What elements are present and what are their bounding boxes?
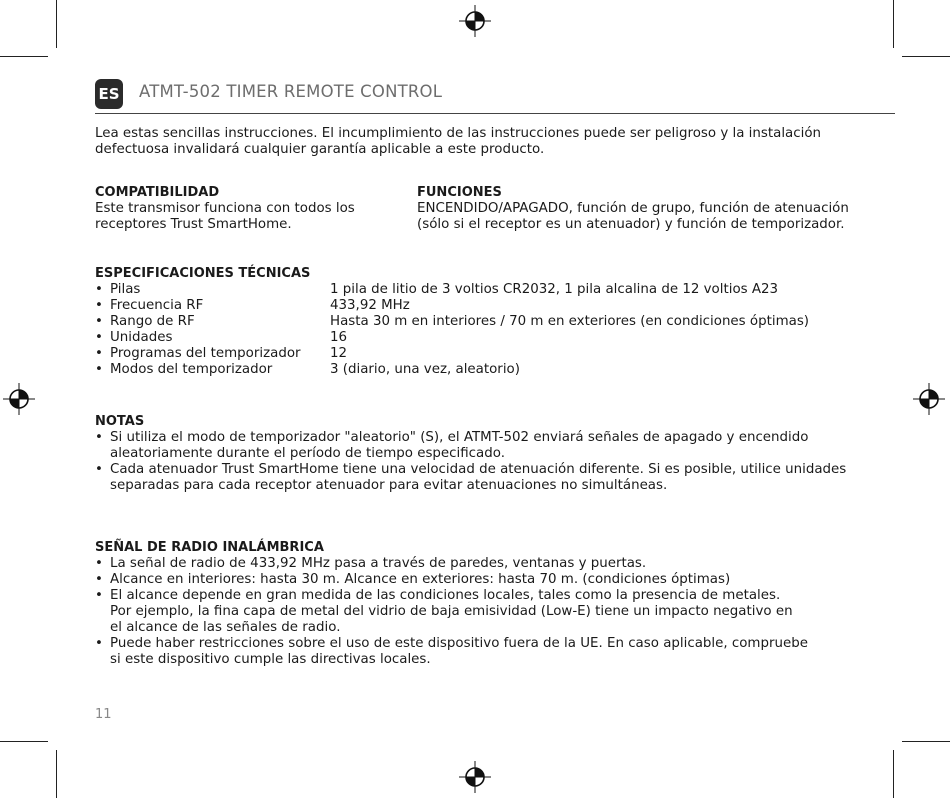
functions-line: (sólo si el receptor es un atenuador) y función de temporizador. [417, 217, 845, 232]
functions-line: ENCENDIDO/APAGADO, función de grupo, función de atenuación [417, 201, 849, 216]
radio-line: • Alcance en interiores: hasta 30 m. Alcance en exteriores: hasta 70 m. (condiciones óptimas) [110, 572, 731, 587]
specs-heading: ESPECIFICACIONES TÉCNICAS [95, 266, 311, 281]
intro-paragraph [95, 126, 821, 158]
spec-label: • Frecuencia RF [95, 298, 203, 314]
notes-section [95, 414, 895, 494]
radio-line: • El alcance depende en gran medida de las condiciones locales, tales como la presencia de metales. [110, 588, 781, 603]
radio-line: si este dispositivo cumple las directivas locales. [110, 652, 431, 667]
spec-row [95, 298, 875, 314]
spec-label: • Pilas [95, 282, 140, 298]
spec-row [95, 330, 875, 346]
list-item [95, 588, 895, 636]
list-item [95, 430, 895, 462]
registration-mark-icon [912, 382, 946, 416]
spec-row [95, 346, 875, 362]
spec-row [95, 282, 875, 298]
page-title: ATMT-502 TIMER REMOTE CONTROL [139, 82, 443, 101]
spec-row [95, 314, 875, 330]
spec-value: 16 [330, 330, 348, 345]
list-item [95, 636, 895, 668]
compatibility-section [95, 185, 355, 233]
note-line: • Cada atenuador Trust SmartHome tiene una velocidad de atenuación diferente. Si es posible, utilice unidades [110, 462, 847, 477]
radio-line: Por ejemplo, la fina capa de metal del vidrio de baja emisividad (Low-E) tiene un impacto negativo en [110, 604, 793, 619]
list-item [95, 556, 895, 572]
crop-mark [56, 750, 57, 798]
radio-line: • La señal de radio de 433,92 MHz pasa a través de paredes, ventanas y puertas. [110, 556, 647, 571]
crop-mark [56, 0, 57, 48]
specs-section [95, 266, 875, 378]
spec-row [95, 362, 875, 378]
note-line: separadas para cada receptor atenuador para evitar atenuaciones no simultáneas. [110, 478, 668, 493]
spec-label: • Rango de RF [95, 314, 195, 330]
compatibility-line: Este transmisor funciona con todos los [95, 201, 355, 216]
compatibility-line: receptores Trust SmartHome. [95, 217, 292, 232]
functions-heading: FUNCIONES [417, 185, 502, 200]
spec-label: • Programas del temporizador [95, 346, 301, 362]
compatibility-heading: COMPATIBILIDAD [95, 185, 220, 200]
radio-section [95, 540, 895, 668]
note-line: aleatoriamente durante el período de tiempo especificado. [110, 446, 505, 461]
header-divider [95, 113, 895, 114]
spec-value: 3 (diario, una vez, aleatorio) [330, 362, 520, 377]
intro-line: Lea estas sencillas instrucciones. El incumplimiento de las instrucciones puede ser peligroso y la instalación [95, 126, 822, 141]
spec-value: 1 pila de litio de 3 voltios CR2032, 1 pila alcalina de 12 voltios A23 [330, 282, 779, 297]
page-number: 11 [95, 707, 112, 722]
crop-mark [0, 56, 48, 57]
spec-label: • Modos del temporizador [95, 362, 272, 378]
radio-line: • Puede haber restricciones sobre el uso de este dispositivo fuera de la UE. En caso aplicable, compruebe [110, 636, 808, 651]
radio-line: el alcance de las señales de radio. [110, 620, 341, 635]
list-item [95, 462, 895, 494]
radio-heading: SEÑAL DE RADIO INALÁMBRICA [95, 540, 324, 555]
list-item [95, 572, 895, 588]
note-line: • Si utiliza el modo de temporizador "aleatorio" (S), el ATMT-502 enviará señales de apagado y encendido [110, 430, 809, 445]
registration-mark-icon [458, 760, 492, 794]
crop-mark [893, 750, 894, 798]
functions-section [417, 185, 849, 233]
intro-line: defectuosa invalidará cualquier garantía aplicable a este producto. [95, 142, 545, 157]
crop-mark [902, 741, 950, 742]
crop-mark [902, 56, 950, 57]
spec-value: 12 [330, 346, 348, 361]
spec-label: • Unidades [95, 330, 172, 346]
crop-mark [893, 0, 894, 48]
spec-value: 433,92 MHz [330, 298, 410, 313]
notes-heading: NOTAS [95, 414, 145, 429]
crop-mark [0, 741, 48, 742]
spec-value: Hasta 30 m en interiores / 70 m en exteriores (en condiciones óptimas) [330, 314, 810, 329]
registration-mark-icon [458, 4, 492, 38]
language-badge: ES [95, 79, 123, 109]
registration-mark-icon [2, 382, 36, 416]
